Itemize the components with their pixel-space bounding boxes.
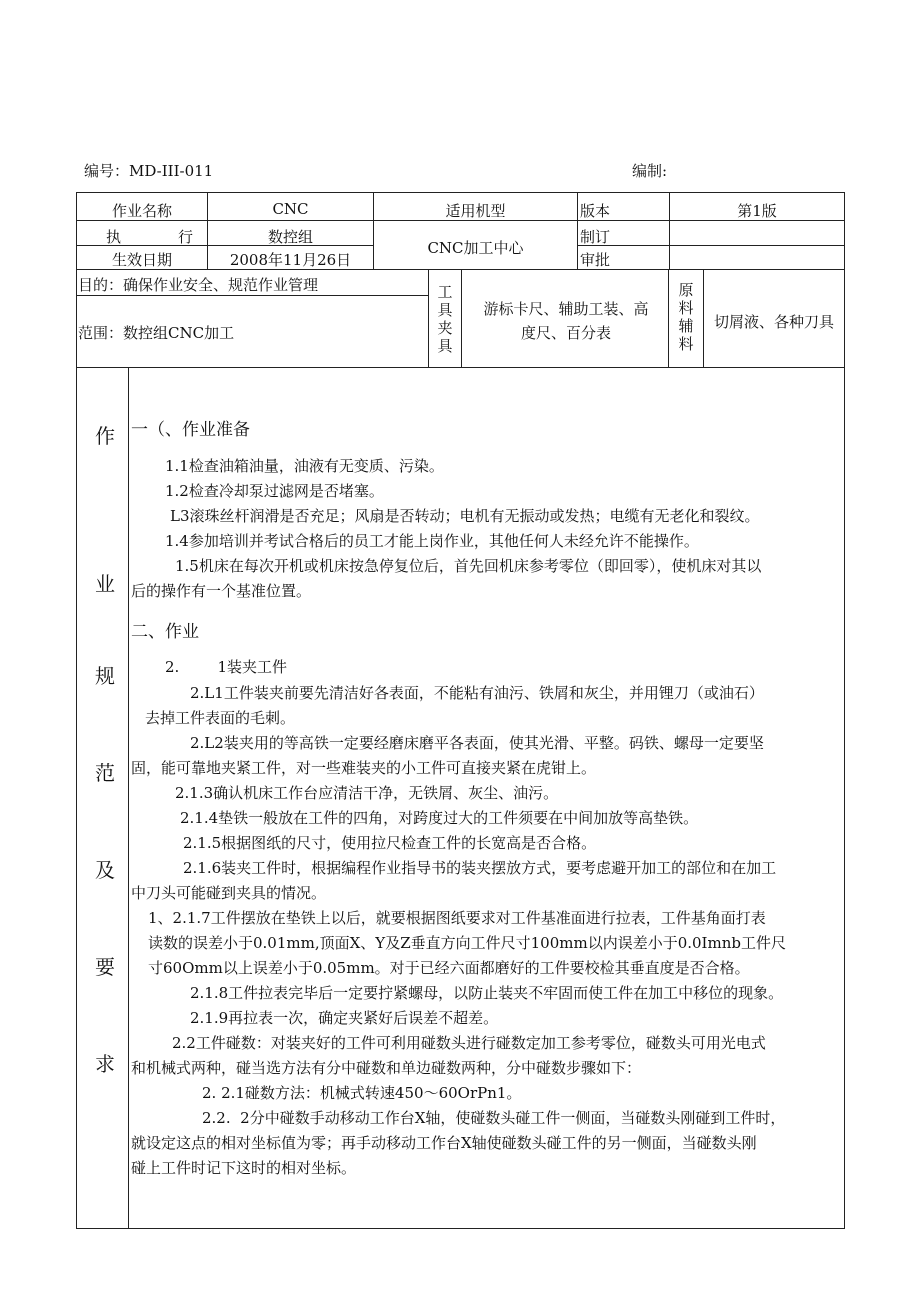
paragraph: 1.2检查冷却泵过滤网是否堵塞。: [165, 482, 384, 500]
materials-value: 切屑液、各种刀具: [713, 313, 834, 331]
materials-label: 原料辅料: [678, 281, 694, 353]
paragraph: 1.1检查油箱油量，油液有无变质、污染。: [165, 457, 444, 475]
model-label: 适用机型: [445, 202, 506, 220]
work-name-value: CNC: [272, 200, 309, 218]
paragraph: 中刀头可能碰到夹具的情况。: [131, 884, 327, 902]
version-value: 第1版: [737, 202, 777, 220]
model-value: CNC加工中心: [427, 239, 524, 257]
paragraph: 2.1.9再拉表一次，确定夹紧好后误差不超差。: [190, 1009, 499, 1027]
paragraph: 碰上工件时记下这时的相对坐标。: [131, 1159, 357, 1177]
table-border-top: [76, 192, 845, 193]
make-label: 制订: [580, 228, 611, 246]
effective-date-value: 2008年11月26日: [229, 251, 352, 269]
paragraph: 2.1.4垫铁一般放在工件的四角，对跨度过大的工件须要在中间加放等高垫铁。: [180, 809, 699, 827]
paragraph: 1、2.1.7工件摆放在垫铁上以后，就要根据图纸要求对工件基准面进行拉表，工件基角面打表: [148, 909, 766, 927]
paragraph: 读数的误差小于0.01mm,顶面X、Y及Z垂直方向工件尺寸100mm以内误差小于0.0Imnb工件尺: [148, 934, 786, 952]
paragraph: 寸60Omm以上误差小于0.05mm。对于已经六面都磨好的工件要校检其垂直度是否合格。: [148, 959, 750, 977]
work-name-label: 作业名称: [111, 202, 172, 220]
section-1-title: 一（、作业准备: [131, 420, 250, 440]
section-2-title: 二、作业: [131, 622, 199, 642]
paragraph: L3滚珠丝杆润滑是否充足；风扇是否转动；电机有无振动或发热；电缆有无老化和裂纹。: [170, 507, 760, 525]
paragraph: 2.1.3确认机床工作台应清洁干净，无铁屑、灰尘、油污。: [175, 784, 559, 802]
paragraph: 就设定这点的相对坐标值为零；再手动移动工作台X轴使碰数头碰工件的另一侧面，当碰数头刚: [131, 1134, 757, 1152]
paragraph: 1.5机床在每次开机或机床按急停复位后，首先回机床参考零位（即回零），使机床对其以: [175, 557, 762, 575]
executor-value: 数控组: [267, 228, 313, 246]
side-title-char: 业: [95, 572, 115, 596]
paragraph: 2. 2.1碰数方法：机械式转速450～60OrPn1。: [202, 1084, 522, 1102]
purpose-text: 目的：确保作业安全、规范作业管理: [78, 276, 319, 294]
version-label: 版本: [580, 202, 611, 220]
paragraph: 2.L1工件装夹前要先清洁好各表面，不能粘有油污、铁屑和灰尘，并用锂刀（或油石）: [190, 684, 764, 702]
paragraph: 2.1.6装夹工件时，根据编程作业指导书的装夹摆放方式，要考虑避开加工的部位和在加工: [183, 859, 777, 877]
tools-value-line1: 游标卡尺、辅助工装、高: [483, 300, 649, 318]
paragraph: 2.L2装夹用的等高铁一定要经磨床磨平各表面，使其光滑、平整。码铁、螺母一定要坚: [190, 734, 764, 752]
table-border-left: [76, 192, 77, 1229]
executor-label-2: 行: [178, 228, 194, 246]
table-border-right: [844, 192, 845, 1229]
side-title-char: 规: [95, 664, 115, 688]
editor-label: 编制:: [632, 162, 668, 180]
effective-date-label: 生效日期: [111, 251, 172, 269]
paragraph: 2.1.8工件拉表完毕后一定要拧紧螺母，以防止装夹不牢固而使工件在加工中移位的现象。: [190, 984, 784, 1002]
side-title-char: 求: [95, 1052, 115, 1076]
tools-value-line2: 度尺、百分表: [520, 324, 611, 342]
paragraph: 2.2. 2分中碰数手动移动工作台X轴，使碰数头碰工件一侧面，当碰数头刚碰到工件时，: [202, 1109, 786, 1127]
paragraph: 后的操作有一个基准位置。: [131, 582, 312, 600]
document-number: 编号：MD-III-011: [84, 162, 214, 180]
paragraph: 和机械式两种，碰当选方法有分中碰数和单边碰数两种，分中碰数步骤如下：: [131, 1059, 642, 1077]
side-title-char: 及: [95, 858, 115, 882]
paragraph: 2.2工件碰数：对装夹好的工件可利用碰数头进行碰数定加工参考零位，碰数头可用光电式: [172, 1034, 766, 1052]
table-border-bottom: [76, 1228, 845, 1229]
executor-label-1: 执: [106, 228, 122, 246]
review-label: 审批: [580, 251, 611, 269]
side-title-char: 作: [95, 424, 115, 448]
scope-text: 范围：数控组CNC加工: [78, 324, 235, 342]
paragraph: 固，能可靠地夹紧工件，对一些难装夹的小工件可直接夹紧在虎钳上。: [131, 759, 597, 777]
paragraph: 1.4参加培训并考试合格后的员工才能上岗作业，其他任何人未经允许不能操作。: [165, 532, 699, 550]
side-title-char: 范: [95, 761, 115, 785]
tools-label: 工具夹具: [437, 283, 453, 355]
paragraph: 去掉工件表面的毛刺。: [145, 709, 296, 727]
paragraph: 2.1.5根据图纸的尺寸，使用拉尺检查工件的长宽高是否合格。: [183, 834, 597, 852]
side-title-char: 要: [95, 955, 115, 979]
paragraph: 2. 1装夹工件: [165, 658, 287, 676]
